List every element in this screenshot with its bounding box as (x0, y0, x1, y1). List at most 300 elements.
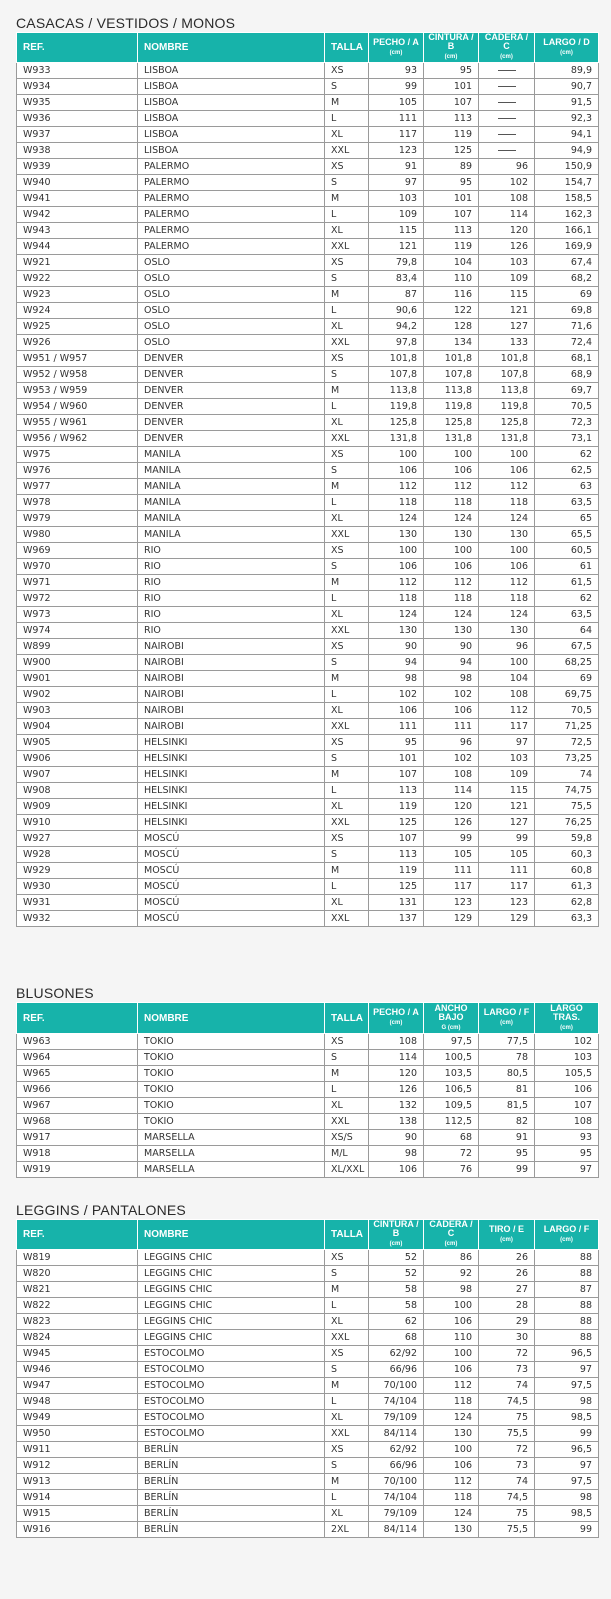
cell-ref: W968 (17, 1114, 138, 1130)
cell-ref: W950 (17, 1426, 138, 1442)
cell-m1: 106 (369, 1162, 424, 1178)
table-row (17, 447, 599, 463)
cell-talla: XS (325, 831, 369, 847)
cell-m2: 125,8 (424, 415, 479, 431)
cell-m3: 127 (479, 815, 535, 831)
cell-ref: W905 (17, 735, 138, 751)
table-row (17, 271, 599, 287)
cell-m1: 125,8 (369, 415, 424, 431)
cell-m3: 81 (479, 1082, 535, 1098)
cell-m2: 98 (424, 1282, 479, 1298)
cell-m1: 52 (369, 1266, 424, 1282)
cell-m3: 109 (479, 767, 535, 783)
cell-nombre: PALERMO (138, 223, 325, 239)
section-title: CASACAS / VESTIDOS / MONOS (16, 15, 236, 31)
cell-m4: 97,5 (535, 1474, 599, 1490)
cell-m2: 112 (424, 1378, 479, 1394)
table-row (17, 1162, 599, 1178)
cell-m2: 101 (424, 79, 479, 95)
section-title: LEGGINS / PANTALONES (16, 1202, 186, 1218)
cell-talla: XXL (325, 719, 369, 735)
cell-m3 (479, 63, 535, 79)
table-row (17, 431, 599, 447)
cell-nombre: LEGGINS CHIC (138, 1314, 325, 1330)
cell-ref: W928 (17, 847, 138, 863)
col-header-unit: (cm) (389, 49, 403, 56)
cell-m4: 98 (535, 1394, 599, 1410)
col-header-label: ANCHO BAJO (434, 1002, 468, 1022)
cell-ref: W902 (17, 687, 138, 703)
cell-talla: XS (325, 255, 369, 271)
cell-talla: L (325, 303, 369, 319)
cell-ref: W941 (17, 191, 138, 207)
cell-m4: 94,9 (535, 143, 599, 159)
cell-m4: 72,5 (535, 735, 599, 751)
cell-m2: 106 (424, 1314, 479, 1330)
cell-m3: 26 (479, 1250, 535, 1266)
cell-m3: 112 (479, 703, 535, 719)
cell-m4: 61 (535, 559, 599, 575)
cell-m3: 100 (479, 447, 535, 463)
cell-nombre: MANILA (138, 447, 325, 463)
cell-nombre: OSLO (138, 271, 325, 287)
cell-talla: XXL (325, 1330, 369, 1346)
cell-nombre: RIO (138, 543, 325, 559)
cell-talla: S (325, 175, 369, 191)
cell-talla: S (325, 367, 369, 383)
cell-m3 (479, 95, 535, 111)
col-header-unit: (cm) (389, 1020, 403, 1026)
cell-m3: 107,8 (479, 367, 535, 383)
cell-talla: XS (325, 447, 369, 463)
cell-m4: 59,8 (535, 831, 599, 847)
cell-m2: 96 (424, 735, 479, 751)
cell-m2: 100 (424, 1298, 479, 1314)
cell-m4: 97 (535, 1458, 599, 1474)
cell-m2: 122 (424, 303, 479, 319)
cell-m2: 68 (424, 1130, 479, 1146)
col-header-talla: TALLA (325, 1220, 369, 1250)
table-row (17, 351, 599, 367)
cell-ref: W933 (17, 63, 138, 79)
cell-m2: 107,8 (424, 367, 479, 383)
cell-talla: S (325, 1362, 369, 1378)
cell-m4: 76,25 (535, 815, 599, 831)
table-row (17, 367, 599, 383)
cell-talla: XL (325, 607, 369, 623)
cell-ref: W927 (17, 831, 138, 847)
cell-m4: 154,7 (535, 175, 599, 191)
col-header-label: CADERA / C (429, 1219, 473, 1238)
cell-m2: 101,8 (424, 351, 479, 367)
cell-ref: W821 (17, 1282, 138, 1298)
cell-m4: 69,8 (535, 303, 599, 319)
cell-talla: M (325, 1282, 369, 1298)
cell-m1: 62/92 (369, 1442, 424, 1458)
cell-m4: 107 (535, 1098, 599, 1114)
cell-m4: 103 (535, 1050, 599, 1066)
cell-m3: 120 (479, 223, 535, 239)
col-header-nombre: NOMBRE (138, 33, 325, 63)
cell-talla: XL/XXL (325, 1162, 369, 1178)
cell-m1: 132 (369, 1098, 424, 1114)
cell-m2: 89 (424, 159, 479, 175)
table-row (17, 1250, 599, 1266)
cell-m2: 118 (424, 1394, 479, 1410)
cell-m1: 107 (369, 767, 424, 783)
cell-ref: W916 (17, 1522, 138, 1538)
cell-nombre: TOKIO (138, 1114, 325, 1130)
table-row (17, 1474, 599, 1490)
cell-m2: 118 (424, 495, 479, 511)
cell-talla: S (325, 79, 369, 95)
table-row (17, 639, 599, 655)
cell-ref: W942 (17, 207, 138, 223)
col-header-m1 (369, 1003, 424, 1034)
cell-m4: 99 (535, 1426, 599, 1442)
cell-m2: 106 (424, 463, 479, 479)
cell-nombre: RIO (138, 559, 325, 575)
cell-nombre: LEGGINS CHIC (138, 1250, 325, 1266)
cell-m2: 92 (424, 1266, 479, 1282)
cell-ref: W953 / W959 (17, 383, 138, 399)
table-row (17, 383, 599, 399)
table-row (17, 191, 599, 207)
cell-m2: 94 (424, 655, 479, 671)
cell-talla: XL (325, 319, 369, 335)
cell-m2: 134 (424, 335, 479, 351)
cell-talla: XL (325, 1410, 369, 1426)
cell-ref: W911 (17, 1442, 138, 1458)
cell-ref: W944 (17, 239, 138, 255)
cell-m3: 124 (479, 511, 535, 527)
cell-m3: 30 (479, 1330, 535, 1346)
col-header-unit: G (cm) (441, 1024, 461, 1031)
cell-ref: W975 (17, 447, 138, 463)
cell-nombre: MANILA (138, 479, 325, 495)
cell-talla: XL (325, 127, 369, 143)
cell-ref: W949 (17, 1410, 138, 1426)
cell-nombre: ESTOCOLMO (138, 1346, 325, 1362)
cell-m2: 106 (424, 1362, 479, 1378)
table-row (17, 1458, 599, 1474)
table-row (17, 895, 599, 911)
cell-talla: M (325, 863, 369, 879)
cell-talla: L (325, 879, 369, 895)
cell-m4: 74,75 (535, 783, 599, 799)
cell-m1: 114 (369, 1050, 424, 1066)
cell-nombre: MANILA (138, 495, 325, 511)
cell-talla: M (325, 383, 369, 399)
cell-m4: 150,9 (535, 159, 599, 175)
cell-nombre: LEGGINS CHIC (138, 1298, 325, 1314)
cell-m3: 74,5 (479, 1490, 535, 1506)
cell-m4: 99 (535, 1522, 599, 1538)
cell-nombre: ESTOCOLMO (138, 1410, 325, 1426)
cell-m1: 62/92 (369, 1346, 424, 1362)
cell-m3: 108 (479, 687, 535, 703)
cell-talla: XS (325, 351, 369, 367)
cell-m3: 127 (479, 319, 535, 335)
cell-ref: W935 (17, 95, 138, 111)
col-header-m4 (535, 33, 599, 63)
table-row (17, 63, 599, 79)
cell-nombre: HELSINKI (138, 815, 325, 831)
cell-nombre: DENVER (138, 367, 325, 383)
cell-m3: 99 (479, 831, 535, 847)
cell-m3: 100 (479, 543, 535, 559)
cell-nombre: DENVER (138, 351, 325, 367)
table-row (17, 1490, 599, 1506)
cell-m3: 74 (479, 1474, 535, 1490)
cell-ref: W909 (17, 799, 138, 815)
cell-m2: 110 (424, 271, 479, 287)
cell-m3: 123 (479, 895, 535, 911)
cell-m3: 75,5 (479, 1426, 535, 1442)
cell-talla: XL (325, 1098, 369, 1114)
cell-m4: 67,4 (535, 255, 599, 271)
cell-m2: 107 (424, 207, 479, 223)
section-casacas (16, 14, 598, 927)
table-row (17, 287, 599, 303)
cell-ref: W955 / W961 (17, 415, 138, 431)
cell-m4: 68,1 (535, 351, 599, 367)
cell-m3: 102 (479, 175, 535, 191)
cell-ref: W938 (17, 143, 138, 159)
table-row (17, 511, 599, 527)
cell-m4: 62,5 (535, 463, 599, 479)
col-header-m3 (479, 1220, 535, 1250)
cell-ref: W965 (17, 1066, 138, 1082)
cell-m1: 94,2 (369, 319, 424, 335)
col-header-m4 (535, 1220, 599, 1250)
cell-talla: XL (325, 799, 369, 815)
cell-m4: 162,3 (535, 207, 599, 223)
cell-m1: 105 (369, 95, 424, 111)
table-row (17, 719, 599, 735)
cell-talla: S (325, 655, 369, 671)
cell-m2: 128 (424, 319, 479, 335)
dash-mark (498, 102, 516, 103)
cell-talla: XL (325, 511, 369, 527)
cell-m3: 101,8 (479, 351, 535, 367)
cell-m2: 112 (424, 479, 479, 495)
cell-ref: W971 (17, 575, 138, 591)
cell-talla: XL (325, 703, 369, 719)
cell-nombre: OSLO (138, 303, 325, 319)
cell-nombre: NAIROBI (138, 719, 325, 735)
cell-nombre: PALERMO (138, 239, 325, 255)
cell-m1: 52 (369, 1250, 424, 1266)
cell-m3: 103 (479, 255, 535, 271)
cell-ref: W937 (17, 127, 138, 143)
cell-m3: 75 (479, 1410, 535, 1426)
cell-m1: 70/100 (369, 1474, 424, 1490)
cell-m2: 86 (424, 1250, 479, 1266)
cell-m1: 103 (369, 191, 424, 207)
cell-nombre: LISBOA (138, 127, 325, 143)
cell-m3: 131,8 (479, 431, 535, 447)
cell-ref: W930 (17, 879, 138, 895)
cell-talla: L (325, 111, 369, 127)
table-row (17, 1394, 599, 1410)
cell-m3: 118 (479, 591, 535, 607)
table-row (17, 79, 599, 95)
cell-ref: W824 (17, 1330, 138, 1346)
table-row (17, 1066, 599, 1082)
cell-m1: 93 (369, 63, 424, 79)
cell-m2: 72 (424, 1146, 479, 1162)
cell-nombre: TOKIO (138, 1098, 325, 1114)
cell-nombre: BERLÍN (138, 1490, 325, 1506)
cell-ref: W964 (17, 1050, 138, 1066)
cell-m3: 119,8 (479, 399, 535, 415)
cell-m3: 109 (479, 271, 535, 287)
cell-m4: 72,4 (535, 335, 599, 351)
table-row (17, 767, 599, 783)
cell-m3: 99 (479, 1162, 535, 1178)
cell-talla: XL (325, 1506, 369, 1522)
cell-talla: L (325, 1082, 369, 1098)
size-table (16, 1219, 599, 1538)
col-header-unit: (cm) (389, 1241, 403, 1247)
cell-m3: 129 (479, 911, 535, 927)
cell-talla: XXL (325, 143, 369, 159)
cell-ref: W970 (17, 559, 138, 575)
cell-nombre: MOSCÚ (138, 863, 325, 879)
cell-m3: 105 (479, 847, 535, 863)
col-header-label: LARGO / D (543, 36, 590, 47)
cell-talla: XXL (325, 1426, 369, 1442)
cell-m4: 69,7 (535, 383, 599, 399)
cell-m1: 90 (369, 1130, 424, 1146)
col-header-label: PECHO / A (373, 1007, 419, 1017)
cell-m2: 110 (424, 1330, 479, 1346)
cell-nombre: PALERMO (138, 207, 325, 223)
cell-ref: W820 (17, 1266, 138, 1282)
table-row (17, 559, 599, 575)
table-row (17, 911, 599, 927)
cell-nombre: BERLÍN (138, 1458, 325, 1474)
cell-m4: 63,5 (535, 607, 599, 623)
cell-m1: 111 (369, 111, 424, 127)
cell-m2: 95 (424, 175, 479, 191)
cell-nombre: OSLO (138, 255, 325, 271)
cell-m1: 119 (369, 863, 424, 879)
cell-m2: 106 (424, 703, 479, 719)
cell-m4: 71,25 (535, 719, 599, 735)
cell-m1: 107 (369, 831, 424, 847)
table-row (17, 751, 599, 767)
cell-ref: W915 (17, 1506, 138, 1522)
table-row (17, 687, 599, 703)
dash-mark (498, 86, 516, 87)
cell-m1: 90 (369, 639, 424, 655)
table-row (17, 1266, 599, 1282)
cell-m4: 97,5 (535, 1378, 599, 1394)
cell-nombre: OSLO (138, 287, 325, 303)
cell-talla: M (325, 575, 369, 591)
cell-ref: W936 (17, 111, 138, 127)
table-row (17, 831, 599, 847)
cell-m1: 117 (369, 127, 424, 143)
cell-m2: 119 (424, 239, 479, 255)
cell-m3: 111 (479, 863, 535, 879)
cell-m3: 125,8 (479, 415, 535, 431)
cell-m2: 112,5 (424, 1114, 479, 1130)
table-row (17, 479, 599, 495)
table-row (17, 735, 599, 751)
cell-m1: 124 (369, 607, 424, 623)
cell-m4: 60,8 (535, 863, 599, 879)
cell-nombre: MANILA (138, 463, 325, 479)
cell-talla: L (325, 399, 369, 415)
cell-ref: W951 / W957 (17, 351, 138, 367)
cell-m1: 106 (369, 703, 424, 719)
cell-nombre: MOSCÚ (138, 879, 325, 895)
cell-m1: 130 (369, 527, 424, 543)
cell-ref: W819 (17, 1250, 138, 1266)
cell-m1: 97,8 (369, 335, 424, 351)
col-header-label: LARGO / F (543, 1223, 590, 1234)
cell-nombre: ESTOCOLMO (138, 1378, 325, 1394)
table-row (17, 1426, 599, 1442)
cell-m4: 88 (535, 1250, 599, 1266)
cell-talla: L (325, 1394, 369, 1410)
table-row (17, 127, 599, 143)
cell-m4: 73,1 (535, 431, 599, 447)
cell-nombre: MARSELLA (138, 1146, 325, 1162)
cell-m2: 105 (424, 847, 479, 863)
cell-ref: W900 (17, 655, 138, 671)
table-row (17, 815, 599, 831)
col-header-m1 (369, 1220, 424, 1250)
cell-m1: 119,8 (369, 399, 424, 415)
cell-m3: 121 (479, 799, 535, 815)
cell-m3: 130 (479, 623, 535, 639)
section-blusones (16, 984, 598, 1178)
table-row (17, 159, 599, 175)
cell-talla: M (325, 95, 369, 111)
col-header-nombre: NOMBRE (138, 1003, 325, 1034)
cell-m4: 158,5 (535, 191, 599, 207)
cell-m4: 91,5 (535, 95, 599, 111)
table-row (17, 847, 599, 863)
cell-m4: 63 (535, 479, 599, 495)
cell-m3 (479, 127, 535, 143)
cell-m1: 118 (369, 495, 424, 511)
cell-talla: S (325, 463, 369, 479)
cell-m2: 130 (424, 623, 479, 639)
cell-m3: 126 (479, 239, 535, 255)
cell-ref: W923 (17, 287, 138, 303)
col-header-talla: TALLA (325, 1003, 369, 1034)
cell-talla: XXL (325, 527, 369, 543)
cell-m3: 80,5 (479, 1066, 535, 1082)
cell-m3 (479, 111, 535, 127)
cell-m1: 115 (369, 223, 424, 239)
col-header-label: CINTURA / B (428, 32, 474, 51)
table-row (17, 1442, 599, 1458)
cell-m2: 106,5 (424, 1082, 479, 1098)
cell-talla: XS (325, 1250, 369, 1266)
cell-m2: 108 (424, 767, 479, 783)
cell-ref: W934 (17, 79, 138, 95)
cell-m2: 106 (424, 1458, 479, 1474)
cell-m4: 88 (535, 1330, 599, 1346)
cell-m2: 102 (424, 751, 479, 767)
table-row (17, 303, 599, 319)
